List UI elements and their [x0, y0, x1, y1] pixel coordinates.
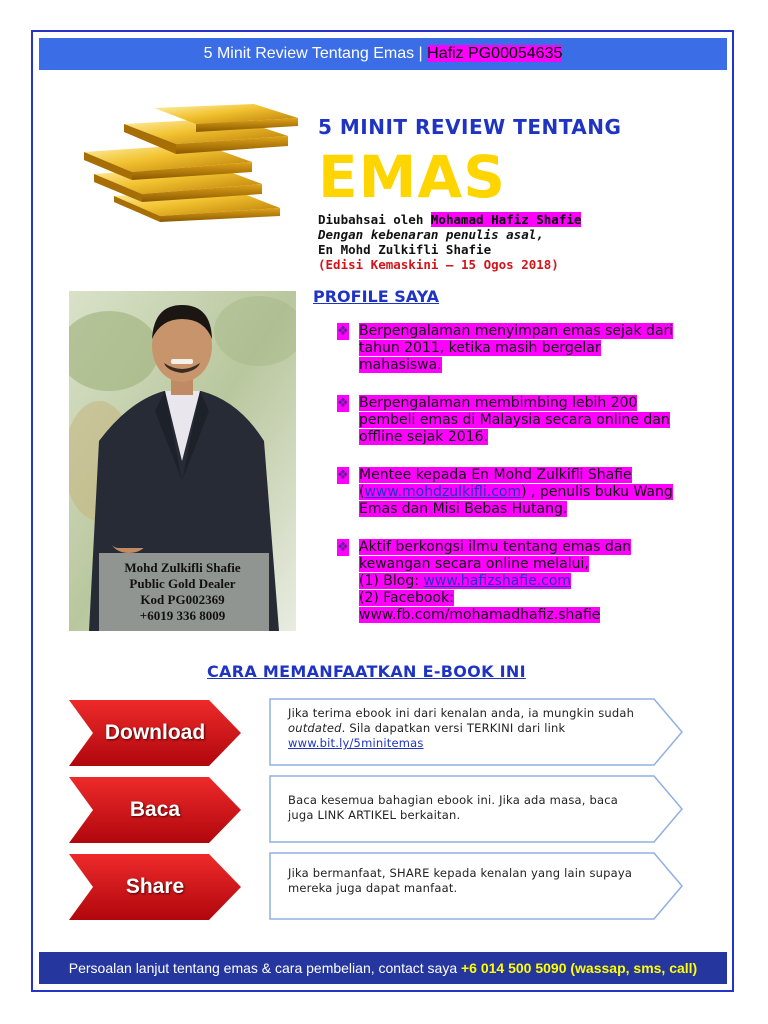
original-author: En Mohd Zulkifli Shafie — [318, 242, 492, 257]
share-step-info — [269, 852, 684, 920]
facebook-url: www.fb.com/mohamadhafiz.shafie — [359, 607, 601, 623]
list-item — [337, 467, 682, 518]
profile-item-text: Berpengalaman menyimpan emas sejak dari tahun 2011, ketika masih bergelar mahasiswa. — [359, 323, 674, 373]
gold-bars-image — [84, 104, 298, 222]
profile-item-text: Aktif berkongsi ilmu tentang emas dan kewangan secara online melalui, — [359, 539, 632, 572]
step-label: Baca — [129, 798, 181, 821]
share-step-button[interactable] — [69, 854, 241, 920]
adapted-by-name: Mohamad Hafiz Shafie — [430, 212, 582, 227]
header-bar — [39, 38, 727, 70]
adapted-by-prefix: Diubahsai oleh — [318, 212, 424, 227]
caption-phone: +6019 336 8009 — [139, 608, 226, 623]
facebook-label: (2) Facebook: — [359, 590, 454, 606]
diamond-bullet-icon: ❖ — [337, 396, 349, 411]
mentor-site-link[interactable]: www.mohdzulkifli.com — [364, 484, 522, 500]
cover-title: EMAS — [318, 143, 506, 211]
edition-note: (Edisi Kemaskini – 15 Ogos 2018) — [318, 257, 559, 272]
list-item — [337, 395, 682, 446]
list-item — [337, 539, 682, 624]
diamond-bullet-icon: ❖ — [337, 324, 349, 339]
profile-item-text: Mentee kepada En Mohd Zulkifli Shafie ( — [359, 467, 632, 500]
permission-line: Dengan kebenaran penulis asal, — [318, 227, 544, 242]
step-text-tail: . Sila dapatkan versi TERKINI dari link — [341, 721, 566, 735]
caption-name: Mohd Zulkifli Shafie — [124, 560, 241, 575]
list-item — [337, 323, 682, 374]
read-step-button[interactable] — [69, 777, 241, 843]
header-title: 5 Minit Review Tentang Emas | — [203, 45, 423, 62]
read-step-info — [269, 775, 684, 843]
step-text: Baca kesemua bahagian ebook ini. Jika ada masa, baca juga LINK ARTIKEL berkaitan. — [288, 793, 618, 822]
step-label: Share — [125, 875, 185, 898]
footer-bar — [39, 952, 727, 984]
portrait-photo — [69, 291, 296, 631]
footer-contact: +6 014 500 5090 (wassap, sms, call) — [461, 960, 698, 976]
diamond-bullet-icon: ❖ — [337, 468, 349, 483]
blog-link[interactable]: www.hafizshafie.com — [423, 573, 572, 589]
ebook-download-link[interactable]: www.bit.ly/5minitemas — [288, 736, 424, 750]
footer-text: Persoalan lanjut tentang emas & cara pembelian, contact saya — [68, 960, 458, 976]
step-text: Jika terima ebook ini dari kenalan anda, ia mungkin sudah — [288, 706, 635, 720]
step-label: Download — [104, 721, 206, 744]
step-text-emphasis: outdated — [288, 721, 342, 735]
header-author-tag: Hafiz PG00054635 — [427, 45, 563, 62]
profile-list — [337, 323, 682, 634]
diamond-bullet-icon: ❖ — [337, 540, 349, 555]
caption-role: Public Gold Dealer — [129, 576, 236, 591]
blog-label: (1) Blog: — [359, 573, 424, 589]
caption-code: Kod PG002369 — [140, 592, 225, 607]
byline — [318, 212, 581, 272]
photo-caption — [69, 560, 296, 624]
profile-item-text-tail: ) , penulis buku Wang Emas dan Misi Bebas Hutang. — [359, 484, 673, 517]
profile-item-text: Berpengalaman membimbing lebih 200 pembeli emas di Malaysia secara online dan offline sejak 2016. — [359, 395, 670, 445]
profile-title: PROFILE SAYA — [313, 287, 440, 306]
download-step-button[interactable] — [69, 700, 241, 766]
cover-subtitle: 5 MINIT REVIEW TENTANG — [318, 115, 622, 139]
usage-title: CARA MEMANFAATKAN E-BOOK INI — [207, 662, 526, 681]
step-text: Jika bermanfaat, SHARE kepada kenalan yang lain supaya mereka juga dapat manfaat. — [288, 866, 633, 895]
download-step-info — [269, 698, 684, 766]
